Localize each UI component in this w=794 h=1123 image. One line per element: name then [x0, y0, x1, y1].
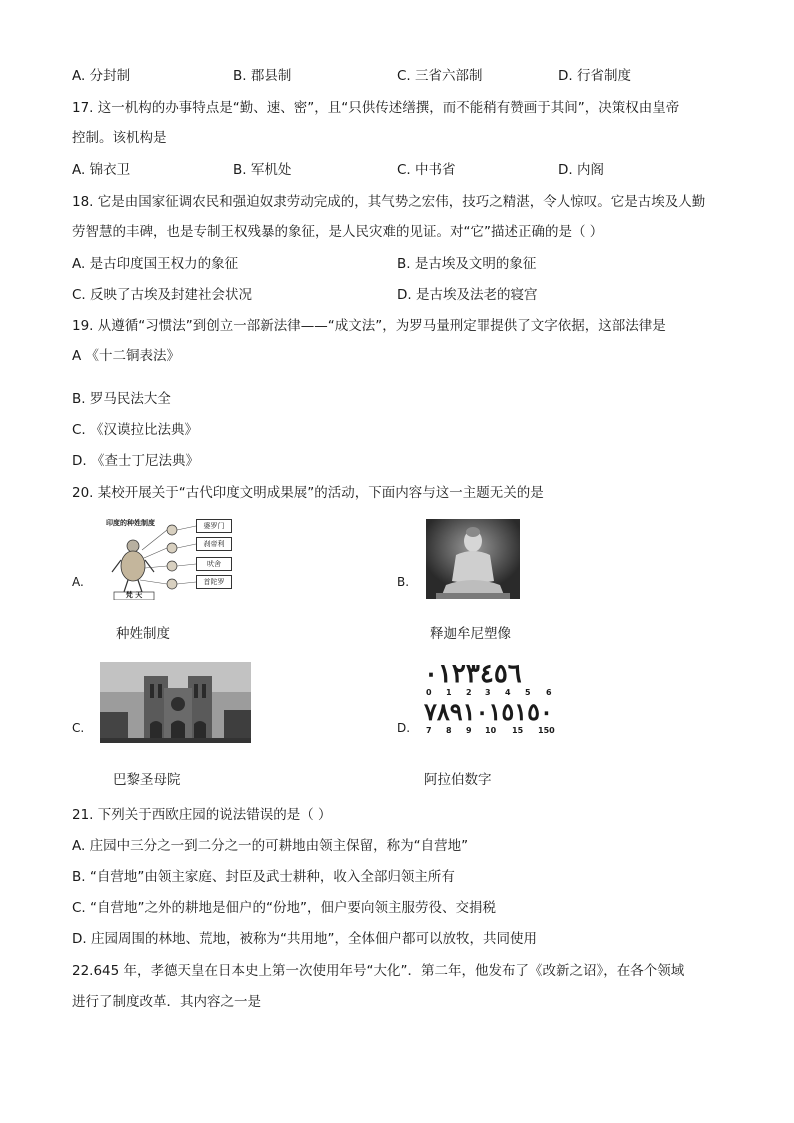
q18-stem-line2: 劳智慧的丰碑，也是专制王权残暴的象征，是人民灾难的见证。对“它”描述正确的是（ ） [72, 224, 604, 240]
caste-kshatriya-label: 刹帝利 [196, 537, 232, 551]
q19-option-a: A 《十二铜表法》 [72, 348, 181, 364]
numerals-row1-glyphs: ٠١٢٣٤٥٦ [424, 659, 522, 689]
caste-figure-bottom-label: 梵 天 [125, 591, 143, 599]
q18-stem-line1: 18. 它是由国家征调农民和强迫奴隶劳动完成的，其气势之宏伟，技巧之精湛，令人惊叹。它是古埃及人勤 [72, 194, 706, 210]
numeral-value: 1 [446, 688, 452, 697]
buddha-statue-picture [426, 519, 520, 599]
q16-option-d: D. 行省制度 [558, 68, 631, 84]
q21-option-d: D. 庄园周围的林地、荒地，被称为“共用地”，全体佃户都可以放牧，共同使用 [72, 931, 537, 947]
q19-option-c: C. 《汉谟拉比法典》 [72, 422, 199, 438]
q20-caption-a: 种姓制度 [116, 626, 170, 642]
q20-option-d-label: D. [397, 721, 411, 735]
caste-shudra-label: 首陀罗 [196, 575, 232, 589]
numeral-value: 4 [505, 688, 511, 697]
q20-caption-d: 阿拉伯数字 [424, 772, 492, 788]
q19-stem-line1: 19. 从遵循“习惯法”到创立一部新法律——“成文法”，为罗马量刑定罪提供了文字依据，这部法律是 [72, 318, 666, 334]
q21-option-b: B. “自营地”由领主家庭、封臣及武士耕种，收入全部归领主所有 [72, 869, 455, 885]
q21-stem-line1: 21. 下列关于西欧庄园的说法错误的是（ ） [72, 807, 332, 823]
q20-option-a-label: A. [72, 575, 84, 589]
caste-vaishya-label: 吠舍 [196, 557, 232, 571]
q17-option-d: D. 内阁 [558, 162, 604, 178]
q18-option-d: D. 是古埃及法老的寝宫 [397, 287, 538, 303]
numeral-value: 15 [512, 726, 524, 735]
numeral-value: 150 [538, 726, 555, 735]
numeral-value: 9 [466, 726, 472, 735]
q22-stem-line1: 22.645 年，孝德天皇在日本史上第一次使用年号“大化”．第二年，他发布了《改新之诏》，在各个领域 [72, 963, 685, 979]
q19-option-b: B. 罗马民法大全 [72, 391, 171, 407]
q17-option-c: C. 中书省 [397, 162, 456, 178]
q17-option-a: A. 锦衣卫 [72, 162, 131, 178]
arabic-numerals-figure [422, 660, 558, 738]
numeral-value: 8 [446, 726, 452, 735]
q20-option-c-label: C. [72, 721, 85, 735]
numeral-value: 0 [426, 688, 432, 697]
q20-stem-line1: 20. 某校开展关于“古代印度文明成果展”的活动，下面内容与这一主题无关的是 [72, 485, 544, 501]
q21-option-a: A. 庄园中三分之一到二分之一的可耕地由领主保留，称为“自营地” [72, 838, 469, 854]
q16-option-b: B. 郡县制 [233, 68, 292, 84]
q18-option-c: C. 反映了古埃及封建社会状况 [72, 287, 253, 303]
numeral-value: 6 [546, 688, 552, 697]
q16-option-a: A. 分封制 [72, 68, 131, 84]
q20-option-b-label: B. [397, 575, 410, 589]
buddha-statue-image [426, 519, 520, 599]
numeral-value: 7 [426, 726, 432, 735]
numeral-value: 3 [485, 688, 491, 697]
caste-brahmin-label: 婆罗门 [196, 519, 232, 533]
q22-stem-line2: 进行了制度改革．其内容之一是 [72, 994, 261, 1010]
numeral-value: 5 [525, 688, 531, 697]
numerals-row2-values [426, 726, 558, 736]
caste-figure-title: 印度的种姓制度 [106, 519, 155, 527]
caste-system-figure [100, 516, 240, 600]
q20-caption-b: 释迦牟尼塑像 [430, 626, 511, 642]
q18-option-b: B. 是古埃及文明的象征 [397, 256, 537, 272]
q19-option-d: D. 《查士丁尼法典》 [72, 453, 199, 469]
q21-option-c: C. “自营地”之外的耕地是佃户的“份地”，佃户要向领主服劳役、交捐税 [72, 900, 496, 916]
notre-dame-picture [100, 662, 251, 743]
q20-caption-c: 巴黎圣母院 [113, 772, 181, 788]
q17-stem-line1: 17. 这一机构的办事特点是“勤、速、密”，且“只供传述缮撰，而不能稍有赞画于其间”，决策权由皇帝 [72, 100, 680, 116]
numerals-row2-glyphs: ٧٨٩١٠١٥١٥٠ [424, 697, 553, 726]
q18-option-a: A. 是古印度国王权力的象征 [72, 256, 239, 272]
numeral-value: 10 [485, 726, 497, 735]
notre-dame-image [100, 662, 251, 743]
q17-stem-line2: 控制。该机构是 [72, 130, 167, 146]
numeral-value: 2 [466, 688, 472, 697]
q17-option-b: B. 军机处 [233, 162, 292, 178]
q16-option-c: C. 三省六部制 [397, 68, 483, 84]
